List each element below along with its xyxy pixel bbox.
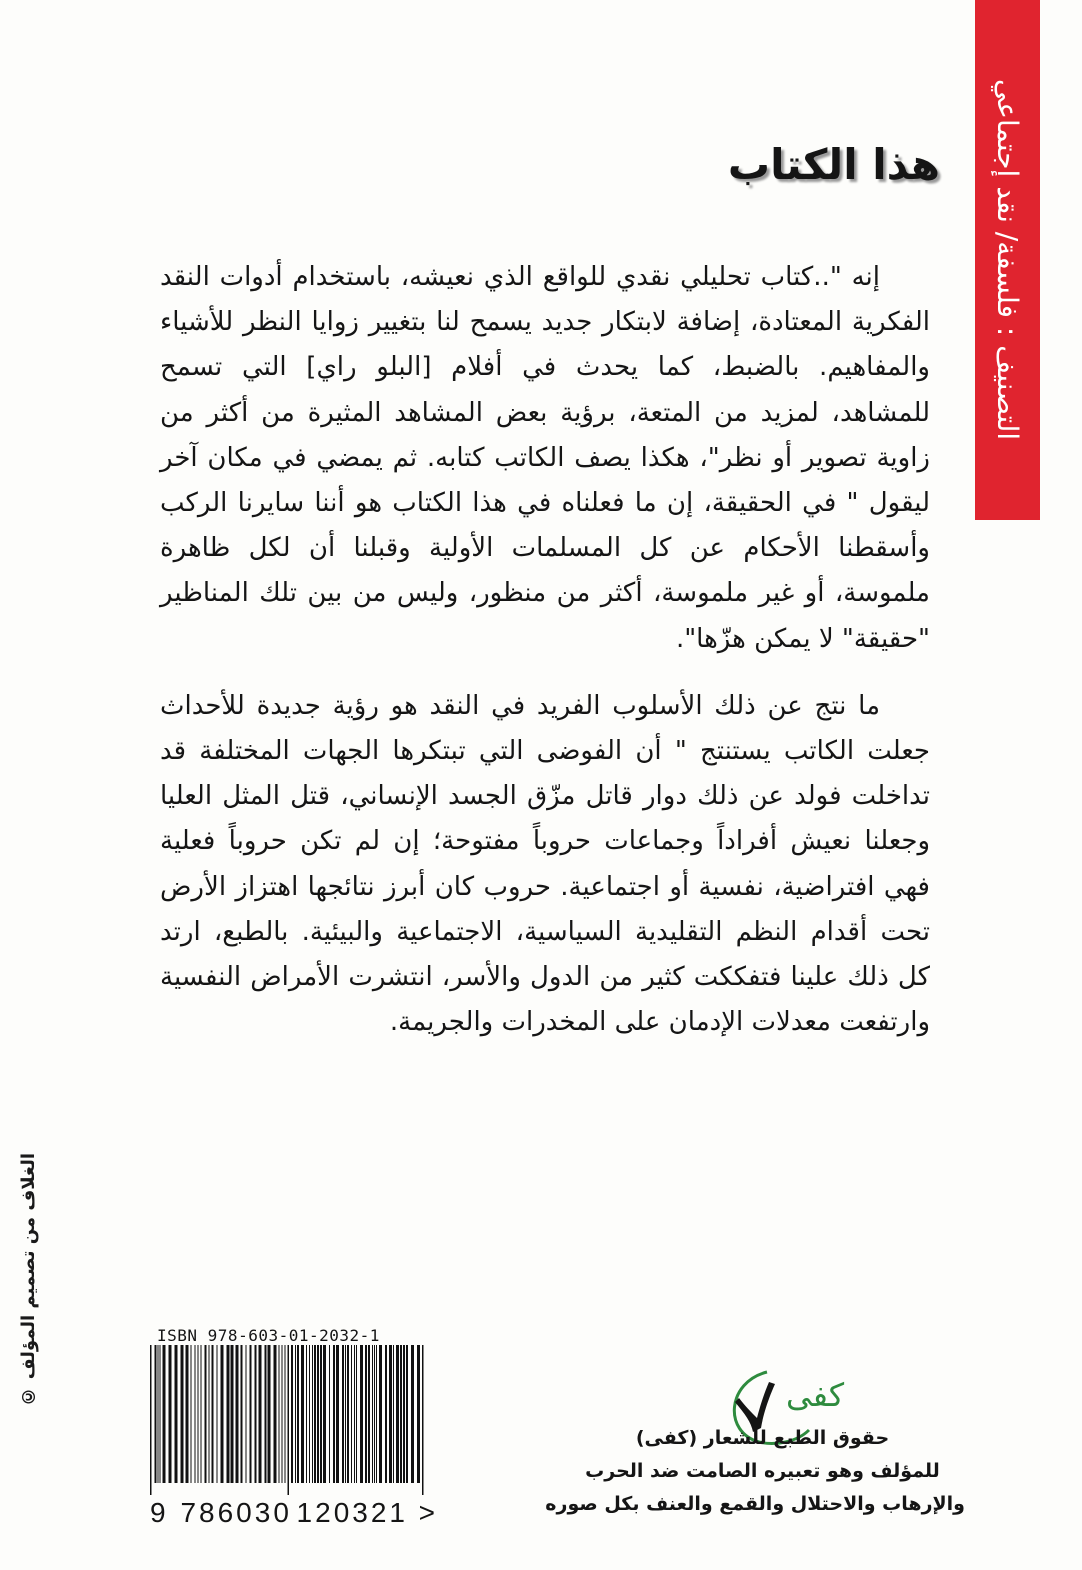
isbn-label: ISBN 978-603-01-2032-1 <box>157 1326 380 1345</box>
paragraph-1: إنه "..كتاب تحليلي نقدي للواقع الذي نعيشه، باستخدام أدوات النقد الفكرية المعتادة، إضافة لابتكار جديد يسمح لنا بتغيير زوايا النظر للأشياء والمفاهيم. بالضبط، كما يحدث في أفلام [البلو راي] التي تسمح للمشاهد، لمزيد من المتعة، برؤية بعض المشاهد المثيرة من أكثر من زاوية تصوير أو نظر"، هكذا يصف الكاتب كتابه. ثم يمضي في مكان آخر ليقول " في الحقيقة، إن ما فعلناه في هذا الكتاب هو أننا سايرنا الركب وأسقطنا الأحكام عن كل المسلمات الأولية وقبلنا أن لكل ظاهرة ملموسة، أو غير ملموسة، أكثر من منظور، وليس من بين تلك المناظير "حقيقة" لا يمكن هزّها". <box>160 262 930 654</box>
page-title: هذا الكتاب <box>727 140 940 189</box>
category-label: التصنيف : فلسفة/ نقد إجتماعي <box>991 79 1024 441</box>
cover-credit-text: الغلاف من تصميم المؤلف © <box>17 1153 39 1407</box>
barcode-digit-first: 9 <box>150 1497 166 1528</box>
barcode-group-left: 786030 <box>180 1497 292 1528</box>
barcode-group-right: 120321 <box>296 1497 408 1528</box>
paragraph-2: ما نتج عن ذلك الأسلوب الفريد في النقد هو رؤية جديدة للأحداث جعلت الكاتب يستنتج " أن الفوضى التي تبتكرها الجهات المختلفة قد تداخلت فولد عن ذلك دوار قاتل مزّق الجسد الإنساني، قتل المثل العليا وجعلنا نعيش أفراداً وجماعات حروباً مفتوحة؛ إن لم تكن حروباً فعلية فهي افتراضية، نفسية أو اجتماعية. حروب كان أبرز نتائجها اهتزاز الأرض تحت أقدام النظم التقليدية السياسية، الاجتماعية والبيئية. بالطبع، ارتد كل ذلك علينا فتفككت كثير من الدول والأسر، انتشرت الأمراض النفسية وارتفعت معدلات الإدمان على المخدرات والجريمة. <box>160 690 930 1038</box>
description-body <box>160 255 930 1045</box>
copyright-line-1: حقوق الطبع للشعار (كفى) <box>635 1427 890 1449</box>
copyright-note <box>545 1422 965 1521</box>
barcode-digits <box>150 1497 435 1529</box>
copyright-line-3: والإرهاب والاحتلال والقمع والعنف بكل صوره <box>545 1493 965 1515</box>
logo-text: كفى <box>785 1376 845 1414</box>
category-tab <box>975 0 1040 520</box>
copyright-line-2: للمؤلف وهو تعبيره الصامت ضد الحرب <box>585 1460 940 1482</box>
barcode-arrow: > <box>418 1497 435 1528</box>
isbn-barcode <box>150 1345 425 1495</box>
cover-credit <box>8 1153 48 1407</box>
